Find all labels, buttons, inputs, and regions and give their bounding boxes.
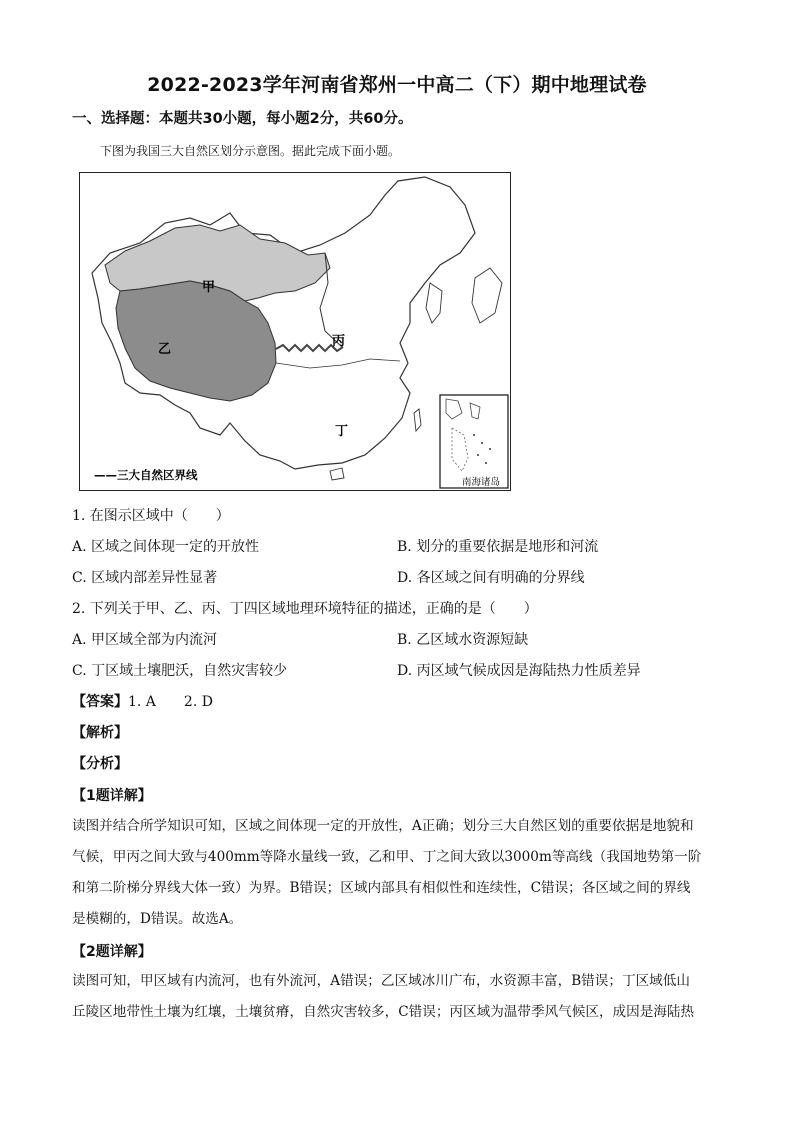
answer-value: 1. A 2. D [128, 694, 213, 710]
detail-1-line: 气候，甲丙之间大致与400mm等降水量线一致，乙和甲、丁之间大致以3000m等高线（我国地势第一阶 [72, 849, 702, 865]
question-2-stem: 2. 下列关于甲、乙、丙、丁四区域地理环境特征的描述，正确的是（ ） [72, 601, 538, 617]
detail-2-label: 【2题详解】 [72, 944, 152, 960]
inset-label: 南海诸岛 [462, 477, 501, 488]
detail-1-line: 读图并结合所学知识可知，区域之间体现一定的开放性，A正确；划分三大自然区划的重要依据是地貌和 [72, 818, 694, 834]
page-title: 2022-2023学年河南省郑州一中高二（下）期中地理试卷 [147, 74, 647, 96]
region-yi-label: 乙 [158, 342, 172, 357]
question-intro: 下图为我国三大自然区划分示意图。据此完成下面小题。 [100, 144, 401, 158]
q1-option-c[interactable]: C. 区域内部差异性显著 [72, 570, 218, 586]
detail-1-line: 是模糊的，D错误。故选A。 [72, 911, 243, 927]
region-ding-label: 丁 [335, 424, 349, 439]
answer-line [72, 691, 213, 711]
detail-1-text [72, 811, 724, 935]
q2-option-c[interactable]: C. 丁区域土壤肥沃，自然灾害较少 [72, 663, 288, 679]
region-jia-label: 甲 [202, 280, 216, 295]
q2-option-b[interactable]: B. 乙区域水资源短缺 [397, 632, 529, 648]
detail-2-text [72, 966, 724, 1028]
detail-1-line: 和第二阶梯分界线大体一致）为界。B错误；区域内部具有相似性和连续性，C错误；各区域之间的界线 [72, 880, 691, 896]
detail-2-line: 读图可知，甲区域有内流河，也有外流河，A错误；乙区域冰川广布，水资源丰富，B错误；丁区域低山 [72, 973, 690, 989]
map-legend: ——三大自然区界线 [94, 468, 198, 482]
answer-label: 【答案】 [72, 694, 128, 710]
q1-option-a[interactable]: A. 区域之间体现一定的开放性 [72, 539, 260, 555]
fenxi-label: 【分析】 [72, 756, 128, 772]
detail-2-line: 丘陵区地带性土壤为红壤，土壤贫瘠，自然灾害较多，C错误；丙区域为温带季风气候区，成因是海陆热 [72, 1004, 695, 1020]
region-bing-label: 丙 [332, 334, 346, 349]
china-natural-regions-map [79, 172, 511, 491]
section-heading: 一、选择题：本题共30小题，每小题2分，共60分。 [72, 111, 413, 127]
q1-option-d[interactable]: D. 各区域之间有明确的分界线 [397, 570, 585, 586]
q1-option-b[interactable]: B. 划分的重要依据是地形和河流 [397, 539, 599, 555]
q2-option-a[interactable]: A. 甲区域全部为内流河 [72, 632, 218, 648]
q2-option-d[interactable]: D. 丙区域气候成因是海陆热力性质差异 [397, 663, 641, 679]
analysis-label: 【解析】 [72, 725, 128, 741]
question-1-stem: 1. 在图示区域中（ ） [72, 508, 230, 524]
detail-1-label: 【1题详解】 [72, 788, 152, 804]
